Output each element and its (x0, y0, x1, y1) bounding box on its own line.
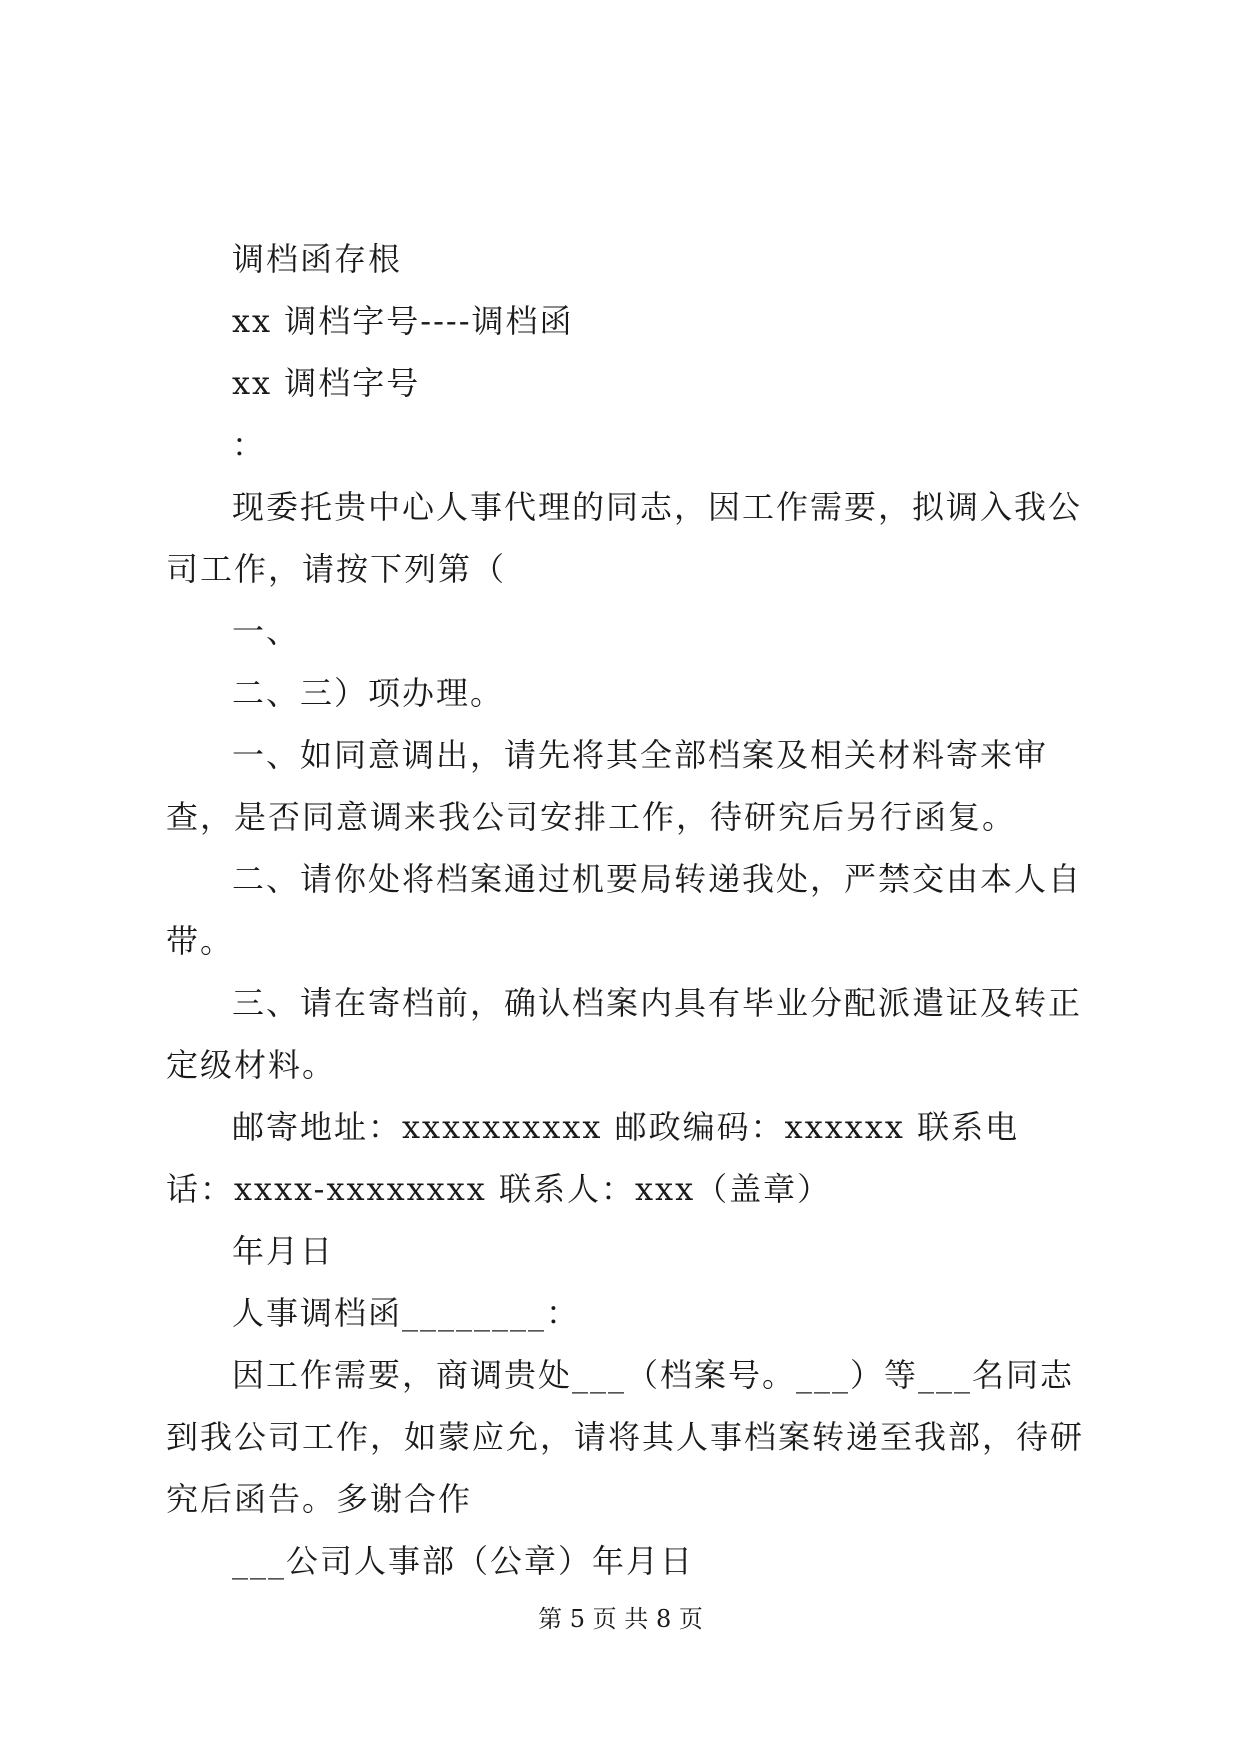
document-body (166, 228, 1086, 1592)
file-number-line-1: xx 调档字号----调档函 (232, 302, 574, 340)
page-number-footer: 第 5 页 共 8 页 (538, 1605, 703, 1633)
letter-heading: 人事调档函________： (232, 1294, 581, 1332)
addressee-colon: ： (232, 426, 267, 464)
stub-title: 调档函存根 (232, 240, 403, 278)
file-number-line-2: xx 调档字号 (232, 364, 421, 402)
item-two-paragraph: 二、请你处将档案通过机要局转递我处，严禁交由本人自带。 (166, 860, 1083, 960)
request-paragraph: 现委托贵中心人事代理的同志，因工作需要，拟调入我公司工作，请按下列第（ (166, 488, 1083, 588)
signature-line: ___公司人事部（公章）年月日 (232, 1542, 695, 1580)
contact-info-paragraph: 邮寄地址：xxxxxxxxxx 邮政编码：xxxxxx 联系电话：xxxx-xxxxxxxx 联系人：xxx（盖章） (166, 1108, 1020, 1208)
date-line: 年月日 (232, 1232, 335, 1270)
item-three-paragraph: 三、请在寄档前，确认档案内具有毕业分配派遣证及转正定级材料。 (166, 984, 1083, 1084)
item-marker-one: 一、 (232, 612, 301, 650)
item-marker-two-three: 二、三）项办理。 (232, 674, 505, 712)
item-one-paragraph: 一、如同意调出，请先将其全部档案及相关材料寄来审查，是否同意调来我公司安排工作，待研究后另行函复。 (166, 736, 1049, 836)
letter-body-paragraph: 因工作需要，商调贵处___（档案号。___）等___名同志到我公司工作，如蒙应允，请将其人事档案转递至我部，待研究后函告。多谢合作 (166, 1356, 1085, 1518)
